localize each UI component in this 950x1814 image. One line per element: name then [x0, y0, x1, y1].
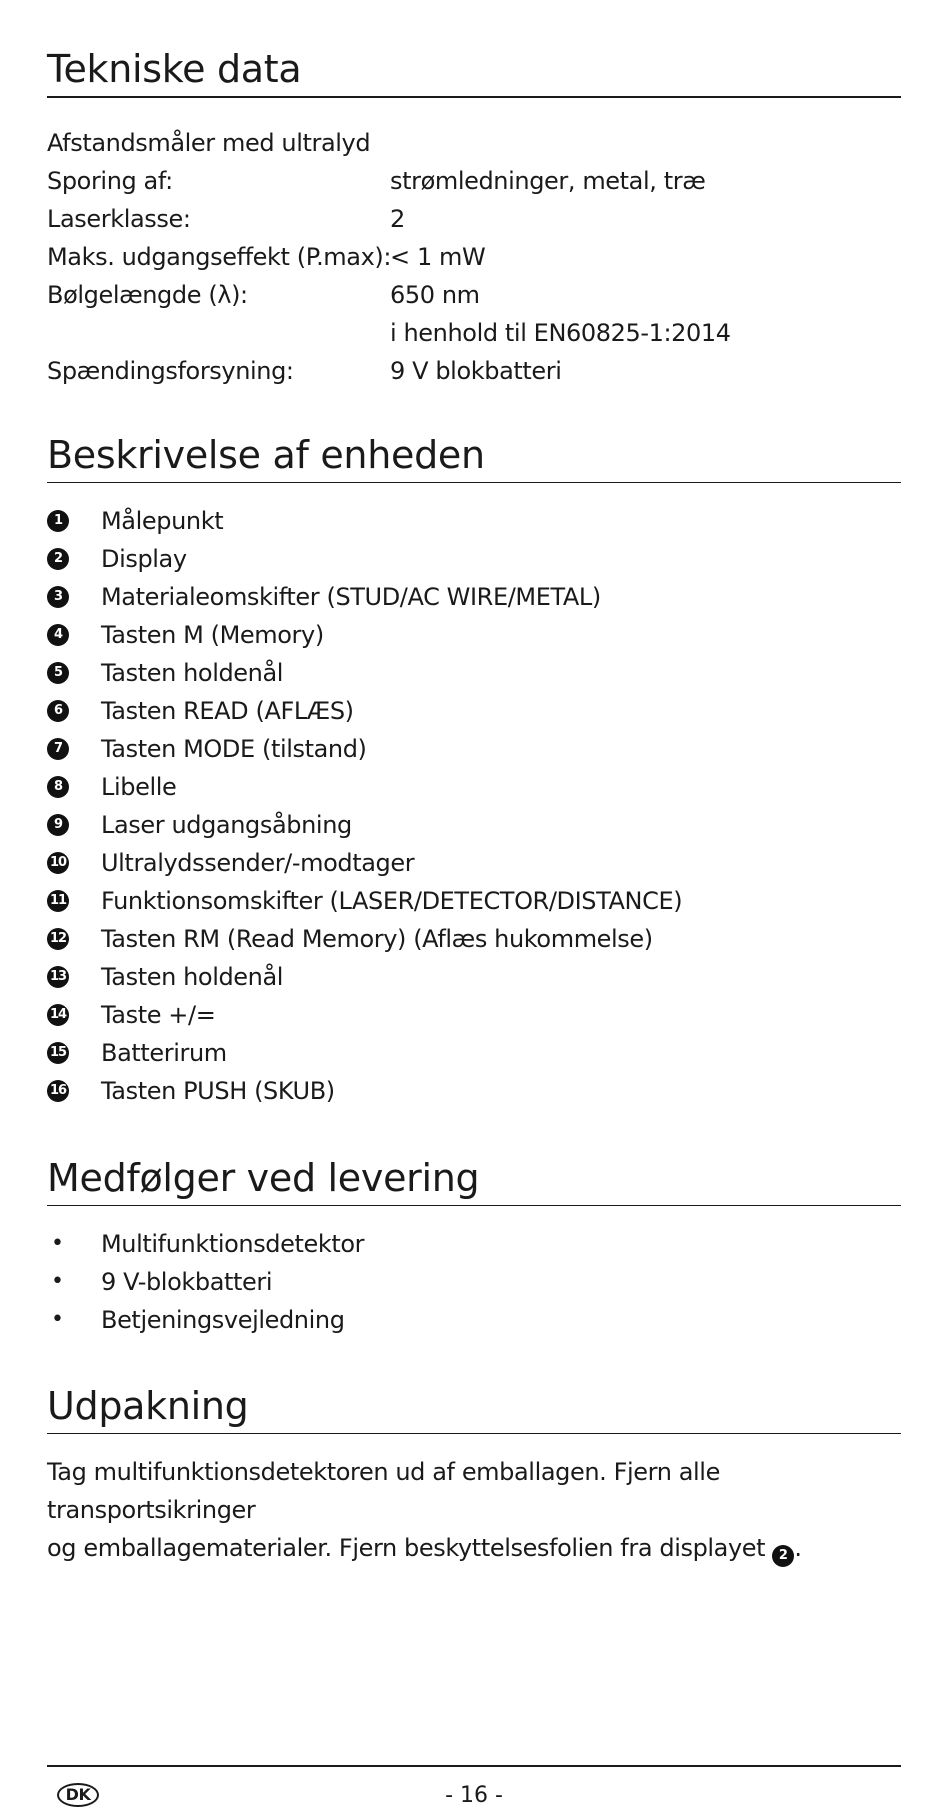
list-item [47, 920, 901, 958]
list-item-label: Tasten holdenål [101, 659, 284, 687]
bullet-icon: • [51, 1307, 64, 1332]
bullet-icon: • [51, 1269, 64, 1294]
list-item-label: 9 V-blokbatteri [101, 1268, 273, 1296]
spec-row [47, 276, 901, 314]
number-badge: 8 [47, 776, 69, 798]
list-item [47, 844, 901, 882]
unpacking-heading: Udpakning [47, 1383, 901, 1434]
list-item-label: Betjeningsvejledning [101, 1306, 345, 1334]
unpacking-text-line-2-body: og emballagematerialer. Fjern beskyttelsesfolien fra displayet [47, 1534, 766, 1562]
number-badge: 4 [47, 624, 69, 646]
list-item-label: Målepunkt [101, 507, 224, 535]
spec-row [47, 352, 901, 390]
spec-value: 9 V blokbatteri [390, 357, 562, 385]
list-item-label: Multifunktionsdetektor [101, 1230, 365, 1258]
spec-value: strømledninger, metal, træ [390, 167, 706, 195]
list-item [47, 730, 901, 768]
tech-intro: Afstandsmåler med ultralyd [47, 129, 371, 157]
number-badge: 6 [47, 700, 69, 722]
spec-row [47, 200, 901, 238]
list-item-label: Tasten MODE (tilstand) [101, 735, 367, 763]
list-item-label: Display [101, 545, 187, 573]
list-item [47, 502, 901, 540]
list-item-label: Batterirum [101, 1039, 227, 1067]
list-item [47, 540, 901, 578]
spec-value: 2 [390, 205, 405, 233]
delivery-section [47, 1155, 901, 1339]
list-item [47, 616, 901, 654]
number-badge: 14 [47, 1004, 69, 1026]
number-badge: 3 [47, 586, 69, 608]
list-item-label: Tasten READ (AFLÆS) [101, 697, 354, 725]
tech-section [47, 46, 901, 390]
list-item [47, 578, 901, 616]
spec-value: i henhold til EN60825-1:2014 [390, 319, 731, 347]
number-badge: 16 [47, 1080, 69, 1102]
manual-page [47, 0, 901, 1814]
list-item [47, 958, 901, 996]
number-badge: 1 [47, 510, 69, 532]
unpacking-text-suffix: . [794, 1534, 802, 1562]
list-item-label: Libelle [101, 773, 177, 801]
spec-label: Bølgelængde (λ): [47, 281, 248, 309]
list-item-label: Laser udgangsåbning [101, 811, 352, 839]
bullet-icon: • [51, 1231, 64, 1256]
unpacking-text-line-1: Tag multifunktionsdetektoren ud af emballagen. Fjern alle transportsikringer [47, 1458, 720, 1524]
list-item [47, 692, 901, 730]
list-item-label: Tasten holdenål [101, 963, 284, 991]
number-badge: 9 [47, 814, 69, 836]
spec-value: 650 nm [390, 281, 480, 309]
list-item [47, 996, 901, 1034]
number-badge: 15 [47, 1042, 69, 1064]
list-item-label: Tasten M (Memory) [101, 621, 324, 649]
spec-label: Sporing af: [47, 167, 173, 195]
reference-number-badge: 2 [772, 1545, 794, 1567]
number-badge: 13 [47, 966, 69, 988]
number-badge: 11 [47, 890, 69, 912]
number-badge: 12 [47, 928, 69, 950]
spec-row [47, 238, 901, 276]
unpacking-section [47, 1383, 901, 1567]
list-item [47, 1072, 901, 1110]
description-section [47, 432, 901, 1110]
spec-label: Spændingsforsyning: [47, 357, 294, 385]
spec-label: Maks. udgangseffekt (P.max): [47, 243, 392, 271]
number-badge: 7 [47, 738, 69, 760]
list-item-label: Materialeomskifter (STUD/AC WIRE/METAL) [101, 583, 601, 611]
list-item-label: Funktionsomskifter (LASER/DETECTOR/DISTANCE) [101, 887, 683, 915]
list-item [47, 1263, 901, 1301]
language-badge: DK [57, 1783, 99, 1807]
list-item [47, 1301, 901, 1339]
parts-list [47, 502, 901, 1110]
list-item-label: Tasten PUSH (SKUB) [101, 1077, 335, 1105]
number-badge: 10 [47, 852, 69, 874]
list-item-label: Ultralydssender/-modtager [101, 849, 415, 877]
delivery-list [47, 1225, 901, 1339]
list-item [47, 1034, 901, 1072]
list-item [47, 768, 901, 806]
list-item-label: Taste +/= [101, 1001, 216, 1029]
list-item-label: Tasten RM (Read Memory) (Aflæs hukommelse) [101, 925, 653, 953]
spec-value: < 1 mW [390, 243, 486, 271]
footer-rule [47, 1765, 901, 1767]
tech-heading: Tekniske data [47, 46, 901, 98]
list-item [47, 806, 901, 844]
unpacking-text-line-2 [47, 1529, 901, 1567]
page-number: - 16 - [445, 1783, 503, 1808]
unpacking-text [47, 1453, 901, 1567]
spec-label: Laserklasse: [47, 205, 191, 233]
spec-row [47, 162, 901, 200]
list-item [47, 882, 901, 920]
tech-spec-table [47, 162, 901, 390]
list-item [47, 654, 901, 692]
spec-row [47, 314, 901, 352]
description-heading: Beskrivelse af enheden [47, 432, 901, 483]
delivery-heading: Medfølger ved levering [47, 1155, 901, 1206]
number-badge: 5 [47, 662, 69, 684]
number-badge: 2 [47, 548, 69, 570]
list-item [47, 1225, 901, 1263]
